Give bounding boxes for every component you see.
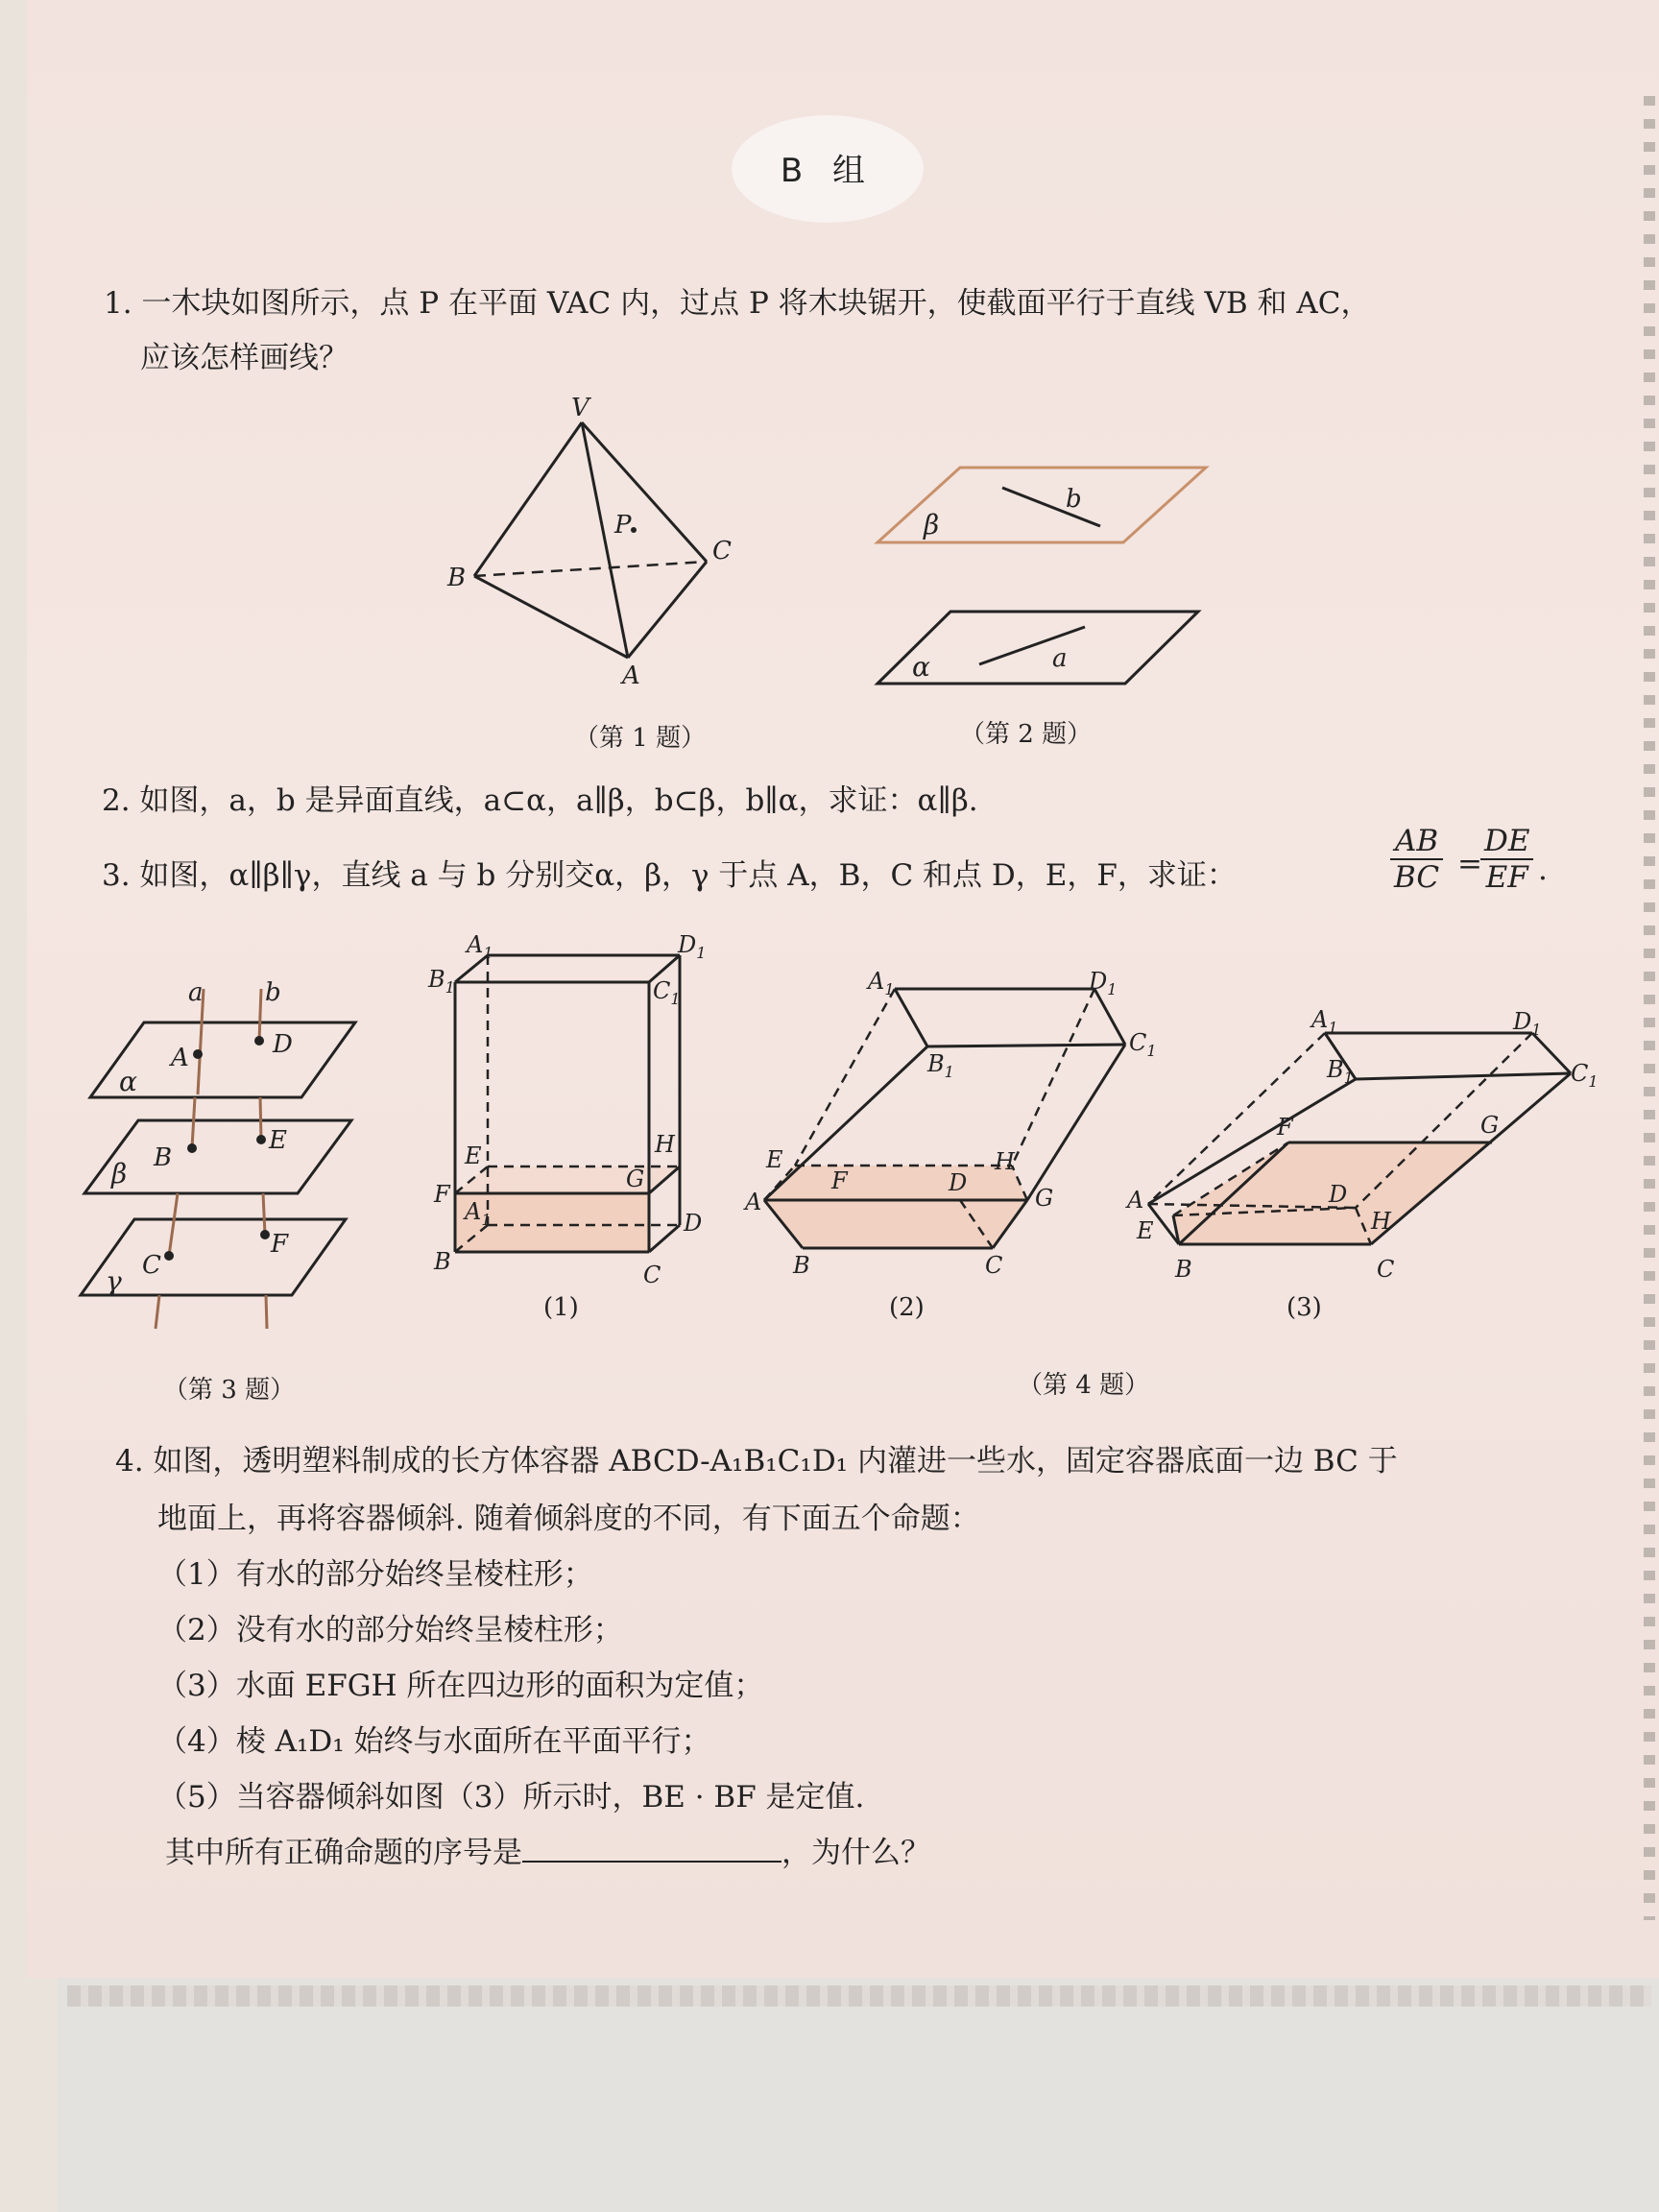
q4-line1: 4. 如图，透明塑料制成的长方体容器 ABCD-A₁B₁C₁D₁ 内灌进一些水，固定容器底面一边 BC 于 — [115, 1444, 1398, 1479]
fig1-label-C: C — [712, 537, 732, 565]
q4-answer-blank[interactable] — [522, 1832, 781, 1863]
q4-item-5: （5）当容器倾斜如图（3）所示时，BE · BF 是定值. — [157, 1780, 865, 1815]
fig3-label-A: A — [171, 1044, 189, 1072]
q4-answer-suffix: ，为什么？ — [781, 1836, 930, 1870]
q2-text: 2. 如图，a，b 是异面直线，a⊂α，a∥β，b⊂β，b∥α，求证：α∥β. — [102, 783, 978, 818]
fig4-3-label-B: B — [1175, 1256, 1192, 1283]
fig4-3-label-C1: $C_1$ — [1571, 1060, 1599, 1091]
fig4-3-label-A1: $A_1$ — [1311, 1006, 1338, 1037]
q1-line2: 应该怎样画线？ — [140, 341, 349, 375]
fig1-label-P: P — [614, 511, 632, 540]
fig4-3-label-D1: $D_1$ — [1513, 1008, 1542, 1039]
fig1-tetrahedron — [474, 422, 707, 658]
fig4-1-label-A1: $A_1$ — [467, 931, 493, 962]
fig4-1-label-B: B — [434, 1248, 451, 1275]
fig4-1-label-A: $A_1$ — [465, 1198, 492, 1229]
q3-frac1-den: BC — [1394, 860, 1440, 895]
fig4-3-label-G: G — [1480, 1112, 1500, 1139]
fig3-label-E: E — [269, 1126, 287, 1155]
q4-item-4: （4）棱 A₁D₁ 始终与水面所在平面平行； — [157, 1724, 711, 1759]
fig4-1-label-C1: $C_1$ — [653, 977, 681, 1008]
fig4-2-label-H: H — [995, 1148, 1015, 1175]
fig4-2-label-G: G — [1035, 1185, 1054, 1212]
fig3-label-F: F — [271, 1230, 289, 1259]
fig4-3-caption: (3) — [1286, 1293, 1322, 1322]
q4-item-3: （3）水面 EFGH 所在四边形的面积为定值； — [157, 1669, 764, 1703]
fig3-label-a: a — [188, 978, 204, 1007]
fig4-1-label-E: E — [465, 1142, 482, 1169]
fig3-label-B: B — [154, 1143, 173, 1172]
fig4-2-label-B: B — [793, 1252, 810, 1279]
fig4-1-label-B1: $B_1$ — [428, 966, 455, 997]
fig3-label-gamma: γ — [106, 1265, 122, 1297]
q3-fraction-de-ef — [1480, 824, 1533, 895]
q4-item-2: （2）没有水的部分始终呈棱柱形； — [157, 1613, 623, 1647]
fig4-2-water — [764, 1166, 1027, 1248]
fig4-2-label-C1: $C_1$ — [1129, 1029, 1157, 1060]
fig2-label-beta: β — [924, 509, 940, 541]
fig4-caption: （第 4 题） — [1018, 1371, 1150, 1400]
section-title: B 组 — [780, 152, 876, 190]
fig4-3-label-C: C — [1377, 1256, 1395, 1283]
fig4-2-label-B1: $B_1$ — [927, 1050, 954, 1081]
fig4-3-label-E: E — [1137, 1217, 1154, 1244]
fig4-2-caption: (2) — [889, 1293, 925, 1322]
fig4-1-label-C: C — [643, 1262, 661, 1288]
fig1-label-V: V — [571, 394, 589, 422]
fig2-caption: （第 2 题） — [960, 720, 1093, 749]
q4-answer-prefix: 其中所有正确命题的序号是 — [165, 1836, 522, 1870]
fig4-2-label-F: F — [831, 1167, 848, 1194]
fig4-3-label-H: H — [1371, 1208, 1391, 1235]
fig2-label-alpha: α — [912, 651, 930, 683]
q3-period: . — [1538, 853, 1548, 887]
fig4-2-label-A1: $A_1$ — [868, 968, 895, 998]
fig4-2-label-E: E — [766, 1146, 783, 1173]
fig4-1-caption: (1) — [543, 1293, 579, 1322]
fig4-3-label-B1: $B_1$ — [1327, 1056, 1354, 1087]
fig4-1-label-G: G — [626, 1166, 645, 1192]
q3-text: 3. 如图，α∥β∥γ，直线 a 与 b 分别交α，β，γ 于点 A，B，C 和点 D，E，F，求证： — [102, 858, 1237, 893]
q3-fraction-ab-bc — [1390, 824, 1443, 895]
fig4-1-label-H: H — [655, 1131, 675, 1158]
fig4-3-label-F: F — [1277, 1114, 1293, 1141]
fig4-2-label-A: A — [745, 1189, 762, 1215]
fig4-1-label-D1: $D_1$ — [678, 931, 707, 962]
fig3-label-beta: β — [111, 1158, 128, 1190]
q3-frac2-num: DE — [1480, 824, 1533, 860]
fig1-caption: （第 1 题） — [574, 724, 707, 753]
q4-answer-line — [165, 1828, 930, 1871]
q3-equals: = — [1457, 847, 1482, 881]
fig4-2-label-C: C — [985, 1252, 1003, 1279]
fig1-label-B: B — [447, 564, 467, 592]
fig3-lines — [156, 989, 267, 1329]
fig4-3-label-A: A — [1127, 1187, 1144, 1214]
q1-line1: 1. 一木块如图所示，点 P 在平面 VAC 内，过点 P 将木块锯开，使截面平行于直线 VB 和 AC， — [104, 286, 1371, 321]
fig3-label-C: C — [142, 1251, 161, 1280]
fig4-2-label-D: D — [949, 1169, 968, 1196]
fig1-label-A: A — [622, 661, 640, 690]
q4-item-1: （1）有水的部分始终呈棱柱形； — [157, 1557, 593, 1592]
q4-line2: 地面上，再将容器倾斜. 随着倾斜度的不同，有下面五个命题： — [157, 1502, 980, 1536]
q3-frac1-num: AB — [1390, 824, 1443, 860]
q3-frac2-den: EF — [1485, 860, 1528, 895]
fig4-3-label-D: D — [1329, 1181, 1348, 1208]
fig3-caption: （第 3 题） — [163, 1376, 296, 1405]
fig3-label-D: D — [273, 1030, 293, 1059]
fig2-label-b: b — [1066, 485, 1082, 514]
fig4-1-label-F: F — [434, 1181, 450, 1208]
fig3-label-b: b — [265, 978, 281, 1007]
fig2-label-a: a — [1052, 644, 1068, 673]
fig4-2-label-D1: $D_1$ — [1089, 968, 1118, 998]
fig4-1-label-D: D — [684, 1210, 703, 1237]
fig3-label-alpha: α — [119, 1066, 137, 1097]
